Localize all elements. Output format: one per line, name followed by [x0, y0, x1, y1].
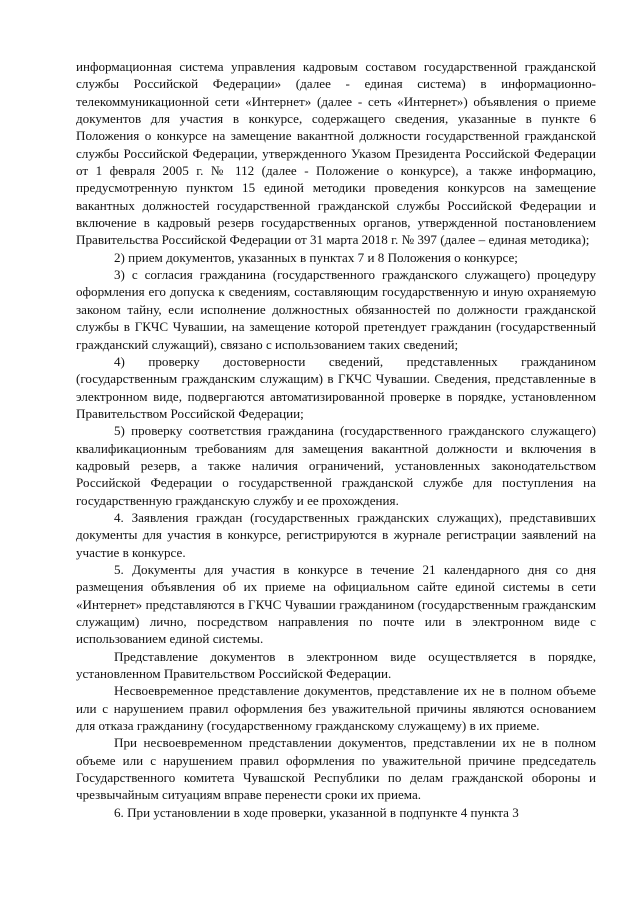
paragraph-item-2: 2) прием документов, указанных в пунктах 7 и 8 Положения о конкурсе;: [114, 249, 518, 265]
paragraph-refusal-grounds: Несвоевременное представление документов, представление их не в полном объеме или с нарушением правил оформления без уважительной причины являются основанием для отказа гражданину (государственному гражданскому служащему) в их приеме.: [76, 683, 596, 734]
paragraph-section-5: 5. Документы для участия в конкурсе в течение 21 календарного дня со дня размещения объявления об их приеме на официальном сайте единой системы в сети «Интернет» представляются в ГКЧС Чувашии гражданином (государственным гражданским служащим) лично, посредством направления по почте или в электронном виде с использованием единой системы.: [76, 561, 596, 647]
paragraph-deadline-extension: При несвоевременном представлении документов, представлении их не в полном объеме или с нарушением правил оформления по уважительной причине председатель Государственного комитета Чувашской Республики по делам гражданской обороны и чрезвычайным ситуациям вправе перенести сроки их приема.: [76, 735, 596, 803]
paragraph-1-continuation: информационная система управления кадровым составом государственной гражданской службы Российской Федерации» (далее - единая система) в информационно-телекоммуникационной сети «Интернет» (далее - сеть «Интернет») объявления о приеме документов для участия в конкурсе, содержащего сведения, указанные в пункте 6 Положения о конкурсе на замещение вакантной должности государственной гражданской службы Российской Федерации, утвержденного Указом Президента Российской Федерации от 1 февраля 2005 г. № 112 (далее - Положение о конкурсе), а также информацию, предусмотренную пунктом 15 единой методики проведения конкурсов на замещение вакантных должностей государственной гражданской службы Российской Федерации и включение в кадровый резерв государственных органов, утвержденной постановлением Правительства Российской Федерации от 31 марта 2018 г. № 397 (далее – единая методика);: [76, 59, 596, 248]
document-page: [76, 58, 596, 821]
paragraph-electronic-submission: Представление документов в электронном виде осуществляется в порядке, установленном Правительством Российской Федерации.: [76, 648, 596, 682]
paragraph-item-4: 4) проверку достоверности сведений, представленных гражданином (государственным гражданским служащим) в ГКЧС Чувашии. Сведения, представленные в электронном виде, подвергаются автоматизированной проверке в порядке, установленном Правительством Российской Федерации;: [76, 353, 596, 421]
paragraph-section-6-start: 6. При установлении в ходе проверки, указанной в подпункте 4 пункта 3: [114, 804, 519, 820]
paragraph-section-4: 4. Заявления граждан (государственных гражданских служащих), представивших документы для участия в конкурсе, регистрируются в журнале регистрации заявлений на участие в конкурсе.: [76, 509, 596, 560]
paragraph-item-5: 5) проверку соответствия гражданина (государственного гражданского служащего) квалификационным требованиям для замещения вакантной должности и включения в кадровый резерв, а также наличия ограничений, установленных законодательством Российской Федерации о государственной гражданской службе для поступления на государственную гражданскую службу и ее прохождения.: [76, 423, 596, 508]
paragraph-item-3: 3) с согласия гражданина (государственного гражданского служащего) процедуру оформления его допуска к сведениям, составляющим государственную и иную охраняемую законом тайну, если исполнение должностных обязанностей по должности гражданской службы в ГКЧС Чувашии, на замещение которой претендует гражданин (государственный гражданский служащий), связано с использованием таких сведений;: [76, 267, 596, 352]
